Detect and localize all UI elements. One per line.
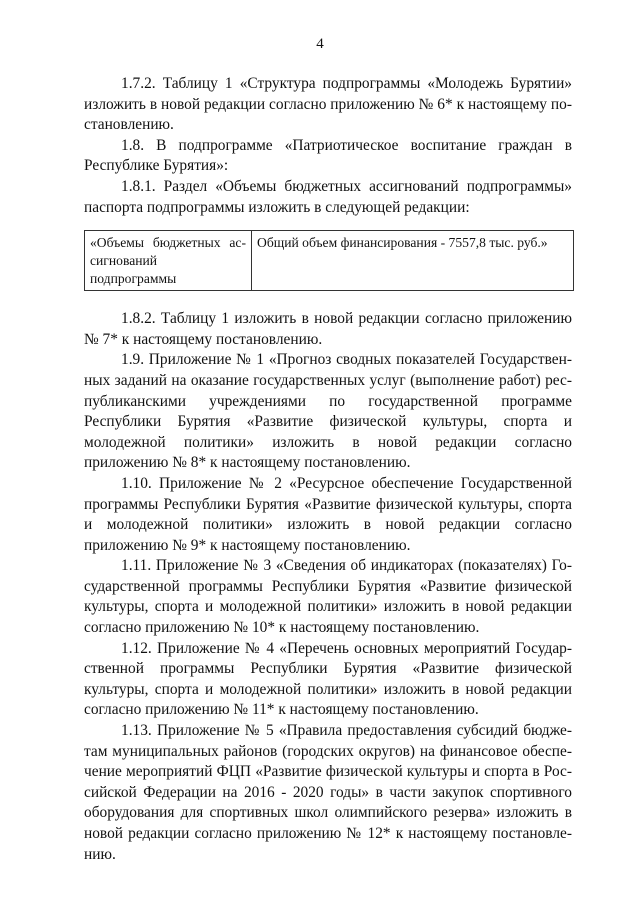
document-body — [84, 74, 572, 865]
paragraph-1-9: 1.9. Приложение № 1 «Прогноз сводных показателей Государственных заданий на оказание государственных услуг (выполнение работ) республиканскими учреждениями по государственной программе Республики Бурятия «Развитие физической культуры, спорта и молодежной политики» изложить в новой редакции согласно приложению № 8* к настоящему постановлению. — [84, 351, 572, 472]
paragraph-1-8-2: 1.8.2. Таблицу 1 изложить в новой редакции согласно приложению № 7* к настоящему постановлению. — [84, 310, 572, 348]
paragraph-1-11: 1.11. Приложение № 3 «Сведения об индикаторах (показателях) Государственной программы Республики Бурятия «Развитие физической культуры, спорта и молодежной политики» изложить в новой редакции согласно приложению № 10* к настоящему постановлению. — [84, 557, 572, 637]
budget-table-value-cell: Общий объем финансирования - 7557,8 тыс. руб.» — [257, 235, 548, 251]
paragraph-1-13: 1.13. Приложение № 5 «Правила предоставления субсидий бюджетам муниципальных районов (городских округов) на финансовое обеспечение мероприятий ФЦП «Развитие физической культуры и спорта в Российской Федерации на 2016 - 2020 годы» в части закупок спортивного оборудования для спортивных школ олимпийского резерва» изложить в новой редакции согласно приложению № 12* к настоящему постановлению. — [84, 722, 572, 863]
paragraph-1-12: 1.12. Приложение № 4 «Перечень основных мероприятий Государственной программы Республики Бурятия «Развитие физической культуры, спорта и молодежной политики» изложить в новой редакции согласно приложению № 11* к настоящему постановлению. — [84, 639, 572, 719]
paragraph-1-8: 1.8. В подпрограмме «Патриотическое воспитание граждан в Республике Бурятия»: — [84, 136, 572, 175]
paragraph-1-7-2: 1.7.2. Таблицу 1 «Структура подпрограммы «Молодежь Бурятии» изложить в новой редакции согласно приложению № 6* к настоящему постановлению. — [84, 75, 572, 134]
paragraph-1-10: 1.10. Приложение № 2 «Ресурсное обеспечение Государственной программы Республики Бурятия «Развитие физической культуры, спорта и молодежной политики» изложить в новой редакции согласно приложению № 9* к настоящему постановлению. — [84, 474, 572, 554]
spacer — [84, 218, 572, 230]
paragraph-1-8-1: 1.8.1. Раздел «Объемы бюджетных ассигнований подпрограммы» паспорта подпрограммы изложить в следующей редакции: — [84, 177, 572, 216]
budget-table — [84, 230, 574, 291]
spacer — [84, 291, 572, 309]
budget-table-label-cell: «Объемы бюджетных ассигнований подпрограммы — [85, 231, 252, 290]
page-number: 4 — [316, 36, 324, 52]
